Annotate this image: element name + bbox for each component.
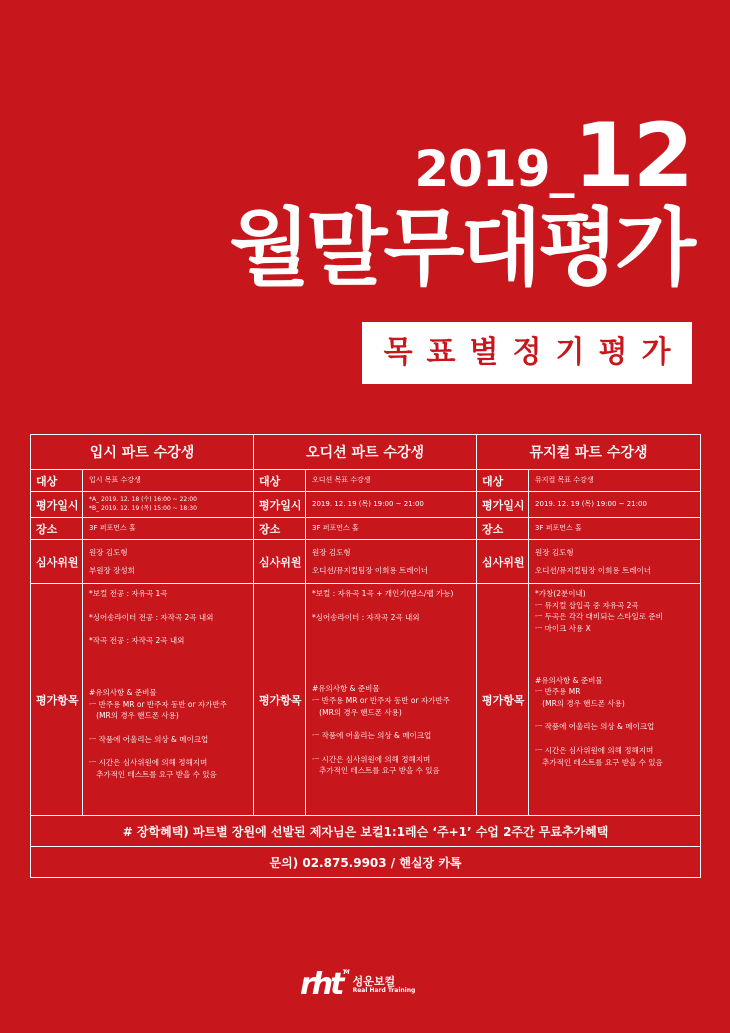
place-value: 3F 퍼포먼스 홀 — [529, 518, 701, 540]
date-label: 평가일시 — [254, 492, 306, 518]
trademark-symbol: TM — [342, 969, 347, 976]
target-row — [31, 470, 701, 492]
note-line: 추가적인 테스트를 요구 받을 수 있음 — [535, 757, 663, 767]
judge-line: 원장 김도형 — [89, 547, 128, 557]
judges-value — [306, 540, 477, 584]
note-line: #유의사항 & 준비물 — [89, 687, 157, 697]
place-label: 장소 — [31, 518, 83, 540]
note-line: #유의사항 & 준비물 — [312, 684, 380, 694]
judge-line: 오디션/뮤지컬팀장 이희용 트레이너 — [312, 565, 428, 575]
place-value: 3F 퍼포먼스 홀 — [83, 518, 254, 540]
poster-year: 2019_ — [414, 140, 574, 198]
note-line: (MR의 경우 핸드폰 사용) — [89, 711, 179, 721]
judge-line: 원장 김도형 — [312, 547, 351, 557]
items-value-entrance — [83, 584, 254, 816]
target-label: 대상 — [31, 470, 83, 492]
column-header-audition: 오디션 파트 수강생 — [254, 435, 477, 470]
date-value-b: *B_ 2019. 12. 19 (목) 15:00 ~ 18:30 — [89, 504, 197, 512]
date-label: 평가일시 — [31, 492, 83, 518]
note-line: ㅡ 반주용 MR or 반주자 동반 or 자가반주 — [312, 695, 450, 705]
poster-subtitle: 목표별정기평가 — [362, 322, 692, 384]
note-line: ㅡ 시간은 심사위원에 의해 정해지며 — [89, 758, 208, 768]
date-row — [31, 492, 701, 518]
items-row — [31, 584, 701, 816]
items-value-audition — [306, 584, 477, 816]
judges-value — [529, 540, 701, 584]
schedule-table — [30, 434, 701, 878]
date-value-a: *A_ 2019. 12. 18 (수) 16:00 ~ 22:00 — [89, 496, 197, 504]
note-line: #유의사항 & 준비물 — [535, 675, 603, 685]
note-line: ㅡ 작품에 어울리는 의상 & 메이크업 — [535, 722, 655, 732]
items-label: 평가항목 — [254, 584, 306, 816]
brand-logo — [300, 967, 416, 1002]
judges-label: 심사위원 — [31, 540, 83, 584]
logo-text — [353, 976, 416, 995]
benefit-row — [31, 816, 701, 847]
judges-label: 심사위원 — [477, 540, 529, 584]
items-label: 평가항목 — [31, 584, 83, 816]
note-line: ㅡ 작품에 어울리는 의상 & 메이크업 — [312, 731, 432, 741]
item-line: *싱어송라이터 전공 : 자작곡 2곡 내외 — [89, 612, 214, 622]
item-line: *보컬 : 자유곡 1곡 + 개인기(댄스/랩 가능) — [312, 589, 454, 598]
date-label: 평가일시 — [477, 492, 529, 518]
place-value: 3F 퍼포먼스 홀 — [306, 518, 477, 540]
target-label: 대상 — [477, 470, 529, 492]
note-line: ㅡ 시간은 심사위원에 의해 정해지며 — [535, 746, 654, 755]
place-label: 장소 — [477, 518, 529, 540]
date-value: 2019. 12. 19 (목) 19:00 ~ 21:00 — [529, 492, 701, 518]
item-line: *작곡 전공 : 자작곡 2곡 내외 — [89, 636, 185, 646]
item-line: ㅡ 마이크 사용 X — [535, 623, 591, 633]
item-line: *싱어송라이터 : 자작곡 2곡 내외 — [312, 612, 420, 622]
note-line: ㅡ 반주용 MR or 반주자 동반 or 자가반주 — [89, 699, 227, 709]
note-line: 추가적인 테스트를 요구 받을 수 있음 — [312, 766, 440, 776]
target-value: 뮤지컬 목표 수강생 — [529, 470, 701, 492]
note-line: ㅡ 작품에 어울리는 의상 & 메이크업 — [89, 734, 209, 744]
logo-name-korean: 성운보컬 — [352, 974, 396, 988]
column-header-musical: 뮤지컬 파트 수강생 — [477, 435, 701, 470]
item-line: *보컬 전공 : 자유곡 1곡 — [89, 589, 168, 598]
item-line: ㅡ 뮤지컬 삽입곡 중 자유곡 2곡 — [535, 600, 639, 610]
poster-date-heading — [414, 104, 692, 207]
date-value: 2019. 12. 19 (목) 19:00 ~ 21:00 — [306, 492, 477, 518]
date-value — [83, 492, 254, 518]
note-line: (MR의 경우 핸드폰 사용) — [312, 707, 402, 717]
target-value: 입시 목표 수강생 — [83, 470, 254, 492]
item-line: ㅡ 두곡은 각각 대비되는 스타일로 준비 — [535, 612, 663, 622]
place-row — [31, 518, 701, 540]
place-label: 장소 — [254, 518, 306, 540]
note-line: ㅡ 반주용 MR — [535, 687, 581, 697]
judge-line: 오디션/뮤지컬팀장 이희용 트레이너 — [535, 565, 652, 575]
note-line: (MR의 경우 핸드폰 사용) — [535, 698, 625, 708]
judges-label: 심사위원 — [254, 540, 306, 584]
contact-info: 문의) 02.875.9903 / 핸실장 카톡 — [31, 847, 701, 878]
items-label: 평가항목 — [477, 584, 529, 816]
judges-row — [31, 540, 701, 584]
item-line: *가창(2분이내) — [535, 589, 586, 598]
contact-row — [31, 847, 701, 878]
logo-name-english: Real Hard Training — [352, 986, 416, 994]
scholarship-benefit: # 장학혜택) 파트별 장원에 선발된 제자님은 보컬1:1레슨 ‘주+1’ 수업 2주간 무료추가혜택 — [31, 816, 701, 847]
poster-title: 월말무대평가 — [229, 199, 692, 297]
judges-value — [83, 540, 254, 584]
target-value: 오디션 목표 수강생 — [306, 470, 477, 492]
logo-mark-text: rht — [300, 967, 342, 1002]
logo-mark — [300, 967, 347, 1002]
note-line: ㅡ 시간은 심사위원에 의해 정해지며 — [312, 754, 431, 764]
column-header-row — [31, 435, 701, 470]
items-value-musical — [529, 584, 701, 816]
poster-month: 12 — [573, 104, 692, 207]
note-line: 추가적인 테스트를 요구 받을 수 있음 — [89, 770, 217, 779]
target-label: 대상 — [254, 470, 306, 492]
judge-line: 원장 김도형 — [535, 547, 574, 557]
column-header-entrance: 입시 파트 수강생 — [31, 435, 254, 470]
judge-line: 부원장 장성희 — [89, 565, 135, 575]
